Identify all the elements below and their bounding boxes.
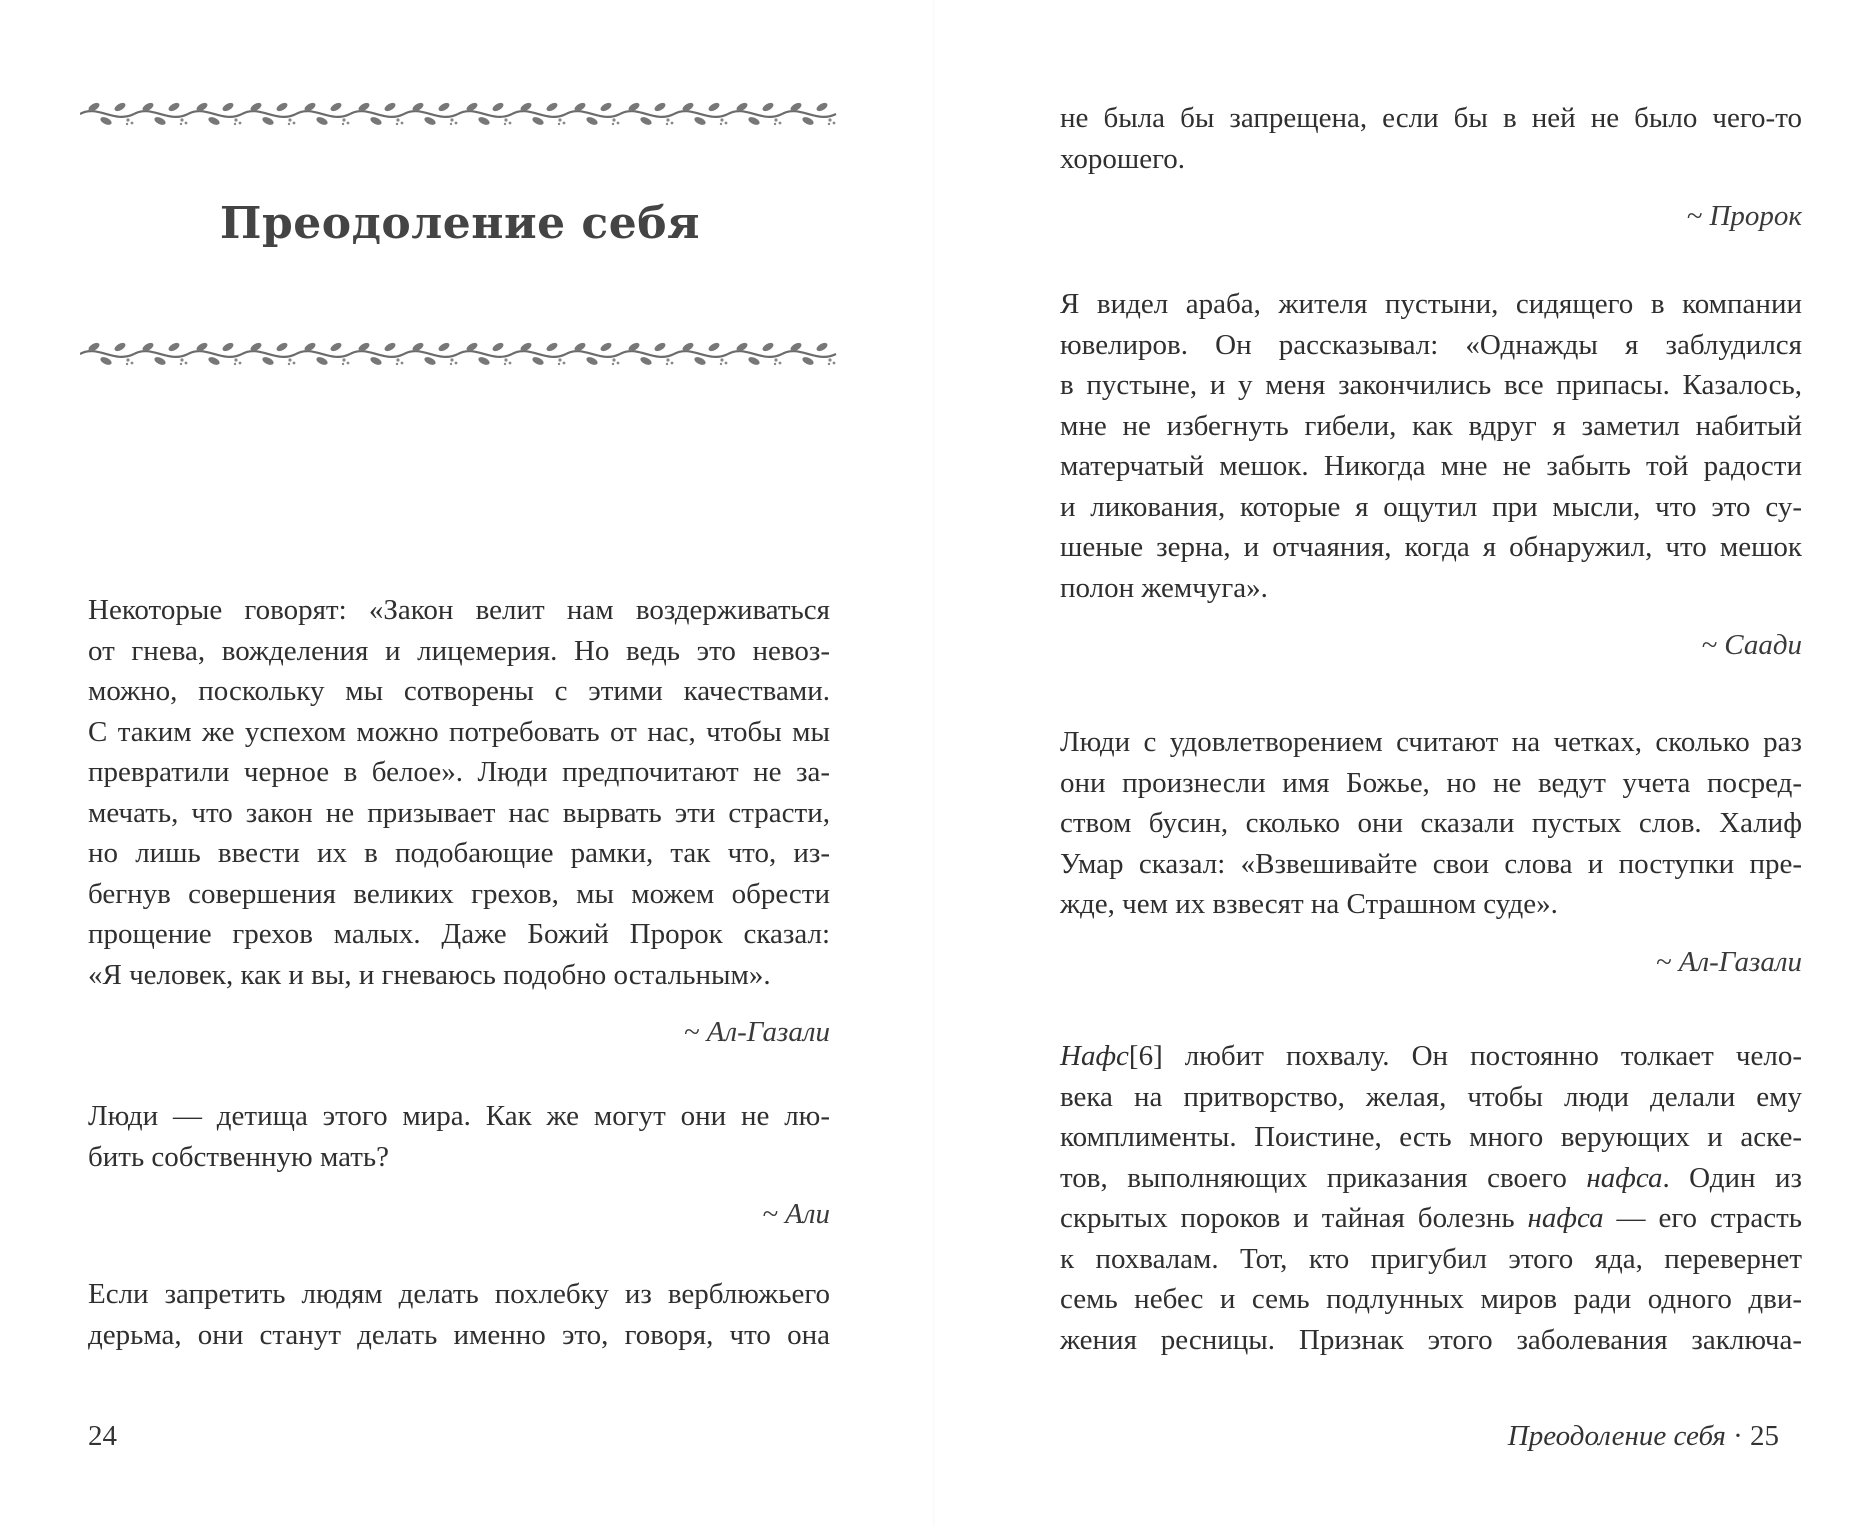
text-line: дерьма, они станут делать именно это, говоря, что она bbox=[88, 1318, 830, 1351]
quote-text bbox=[88, 1096, 830, 1177]
text-line: века на притворство, желая, чтобы люди делали ему bbox=[1060, 1080, 1802, 1113]
quote-author: ~ Али bbox=[762, 1198, 830, 1230]
term-nafs: Нафс bbox=[1060, 1040, 1129, 1072]
left-page bbox=[0, 0, 933, 1526]
text-line: комплименты. Поистине, есть много верующих и аске- bbox=[1060, 1121, 1802, 1153]
text-line: Я видел араба, жителя пустыни, сидящего в компании bbox=[1060, 288, 1802, 320]
quote-author: ~ Саади bbox=[1701, 629, 1802, 661]
text-fragment: тов, выполняющих приказания своего bbox=[1060, 1161, 1587, 1194]
text-line: шеные зерна, и отчаяния, когда я обнаружил, что мешок bbox=[1060, 531, 1802, 563]
page-number: 24 bbox=[88, 1420, 117, 1452]
quote-author: ~ Ал-Газали bbox=[683, 1016, 830, 1048]
text-line: жде, чем их взвесят на Страшном суде». bbox=[1060, 888, 1558, 920]
text-line: «Я человек, как и вы, и гневаюсь подобно остальным». bbox=[88, 958, 771, 991]
quote-text bbox=[1060, 722, 1802, 925]
chapter-title: Преодоление себя bbox=[219, 198, 701, 249]
text-fragment: — его страсть bbox=[1603, 1202, 1802, 1234]
floral-vine-ornament-icon bbox=[80, 96, 840, 132]
text-fragment: любит похвалу. Он постоянно толкает чело- bbox=[1162, 1040, 1802, 1072]
term-nafs: нафса bbox=[1527, 1202, 1604, 1234]
footnote-reference[interactable]: [6] bbox=[1128, 1040, 1163, 1072]
text-line: они произнесли имя Божье, но не ведут учета посред- bbox=[1060, 766, 1802, 799]
text-line: мечать, что закон не призывает нас вырвать эти страсти, bbox=[88, 796, 830, 829]
quote-author: ~ Ал-Газали bbox=[1655, 945, 1802, 978]
text-line: матерчатый мешок. Никогда мне не забыть той радости bbox=[1060, 450, 1802, 482]
text-line: Умар сказал: «Взвешивайте свои слова и поступки пре- bbox=[1060, 847, 1802, 880]
text-line: ювелиров. Он рассказывал: «Однажды я заблудился bbox=[1060, 328, 1802, 361]
text-line: можно, поскольку мы сотворены с этими качествами. bbox=[88, 675, 830, 707]
text-line: но лишь ввести их в подобающие рамки, так что, из- bbox=[88, 837, 830, 869]
text-line: жения ресницы. Признак этого заболевания заключа- bbox=[1060, 1323, 1802, 1356]
quote-text bbox=[88, 590, 830, 995]
text-line: прощение грехов малых. Даже Божий Пророк сказал: bbox=[88, 918, 830, 950]
text-line: бегнув совершения великих грехов, мы можем обрести bbox=[88, 877, 830, 910]
quote-block bbox=[88, 1096, 830, 1235]
page-footer bbox=[1508, 1420, 1779, 1453]
page-number: 25 bbox=[1750, 1420, 1779, 1452]
quote-text bbox=[1060, 98, 1802, 179]
text-line bbox=[1060, 1198, 1802, 1239]
term-nafs: нафса bbox=[1586, 1161, 1663, 1194]
quote-block bbox=[88, 1274, 830, 1355]
text-line: семь небес и семь подлунных миров ради одного дви- bbox=[1060, 1283, 1802, 1315]
text-line: Люди с удовлетворением считают на четках, сколько раз bbox=[1060, 726, 1802, 758]
text-fragment: скрытых пороков и тайная болезнь bbox=[1060, 1202, 1528, 1234]
quote-block bbox=[1060, 284, 1802, 666]
text-line: и ликования, которые я ощутил при мысли, что это су- bbox=[1060, 490, 1802, 523]
floral-vine-ornament-icon bbox=[80, 336, 840, 372]
quote-block bbox=[88, 590, 830, 1053]
quote-text bbox=[88, 1274, 830, 1355]
quote-text bbox=[1060, 1036, 1802, 1360]
quote-block bbox=[1060, 1036, 1802, 1360]
quote-text bbox=[1060, 284, 1802, 608]
text-fragment: . Один из bbox=[1662, 1161, 1802, 1194]
text-line: не была бы запрещена, если бы в ней не было чего-то bbox=[1060, 102, 1802, 134]
text-line: к похвалам. Тот, кто пригубил этого яда, перевернет bbox=[1060, 1242, 1802, 1275]
right-page bbox=[935, 0, 1867, 1526]
text-line: мне не избегнуть гибели, как вдруг я заметил набитый bbox=[1060, 409, 1802, 442]
text-line: Некоторые говорят: «Закон велит нам воздерживаться bbox=[88, 594, 830, 626]
text-line: Если запретить людям делать похлебку из верблюжьего bbox=[88, 1278, 830, 1310]
text-line: С таким же успехом можно потребовать от нас, чтобы мы bbox=[88, 715, 830, 748]
text-line: бить собственную мать? bbox=[88, 1140, 389, 1173]
quote-block bbox=[1060, 98, 1802, 237]
quote-author: ~ Пророк bbox=[1686, 200, 1802, 232]
quote-block bbox=[1060, 722, 1802, 982]
text-line: Люди — детища этого мира. Как же могут они не лю- bbox=[88, 1100, 830, 1132]
text-line: в пустыне, и у меня закончились все припасы. Казалось, bbox=[1060, 369, 1802, 401]
text-line: от гнева, вожделения и лицемерия. Но ведь это невоз- bbox=[88, 634, 830, 667]
text-line: превратили черное в белое». Люди предпочитают не за- bbox=[88, 756, 830, 788]
text-line: ством бусин, сколько они сказали пустых слов. Халиф bbox=[1060, 807, 1802, 839]
text-line bbox=[1060, 1158, 1802, 1199]
folio-separator: · bbox=[1725, 1420, 1750, 1452]
text-line: хорошего. bbox=[1060, 142, 1186, 175]
text-line: полон жемчуга». bbox=[1060, 571, 1268, 604]
running-head: Преодоление себя bbox=[1507, 1420, 1726, 1452]
text-line bbox=[1060, 1036, 1802, 1077]
